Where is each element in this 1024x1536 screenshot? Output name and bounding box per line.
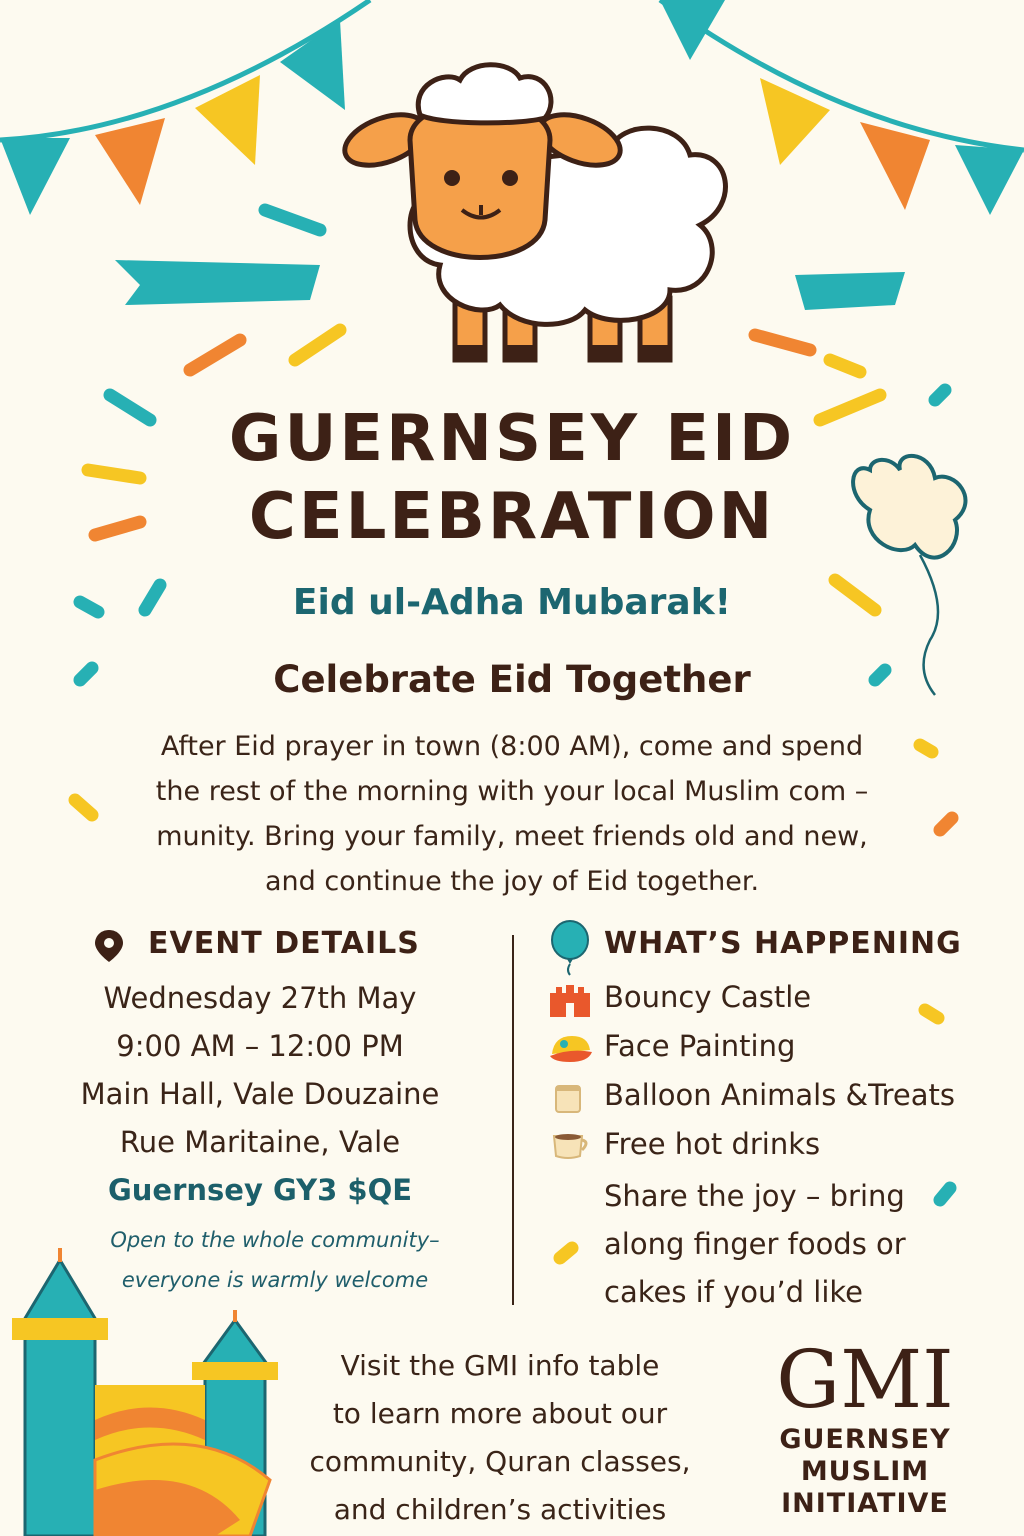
event-venue: Main Hall, Vale Douzaine <box>80 1077 440 1111</box>
visit-info <box>280 1342 720 1534</box>
intro-paragraph <box>120 724 904 904</box>
welcome-note-line: everyone is warmly welcome <box>121 1268 429 1292</box>
whats-happening-heading: WHAT’S HAPPENING <box>604 926 962 961</box>
visit-line: and children’s activities <box>333 1493 667 1526</box>
activity-item: Free hot drinks <box>604 1127 821 1161</box>
intro-line: the rest of the morning with your local Muslim com – <box>155 776 869 807</box>
share-note-line: Share the joy – bring <box>604 1179 905 1213</box>
intro-line: and continue the joy of Eid together. <box>264 866 760 897</box>
gmi-name-line: GUERNSEY <box>779 1424 951 1455</box>
gmi-logo-name <box>760 1424 970 1520</box>
event-title-line2: CELEBRATION <box>248 480 776 554</box>
ribbon-left <box>115 260 320 305</box>
event-date: Wednesday 27th May <box>103 981 417 1015</box>
mug-icon <box>552 1130 592 1160</box>
visit-line: community, Quran classes, <box>309 1445 691 1478</box>
share-note-line: cakes if you’d like <box>604 1275 863 1309</box>
location-pin-icon <box>92 928 126 964</box>
event-details <box>60 974 460 1214</box>
activity-item: Balloon Animals &Treats <box>604 1078 955 1112</box>
bunting-string-right <box>660 0 1024 150</box>
face-paint-icon <box>548 1030 594 1064</box>
section-heading: Celebrate Eid Together <box>273 658 751 701</box>
eid-greeting: Eid ul-Adha Mubarak! <box>292 582 732 623</box>
event-details-heading: EVENT DETAILS <box>148 926 420 961</box>
ribbon-right <box>795 272 905 310</box>
event-title-line1: GUERNSEY EID <box>228 402 796 476</box>
share-note-line: along finger foods or <box>604 1227 906 1261</box>
gmi-name-line: MUSLIM <box>800 1456 930 1487</box>
share-note <box>604 1172 984 1316</box>
welcome-note <box>60 1220 490 1300</box>
column-divider <box>512 935 514 1305</box>
castle-icon <box>548 983 592 1017</box>
event-postcode: Guernsey GY3 $QE <box>107 1173 413 1207</box>
gmi-logo-mark: GMI <box>776 1333 954 1426</box>
event-time: 9:00 AM – 12:00 PM <box>116 1029 404 1063</box>
event-street: Rue Maritaine, Vale <box>119 1125 401 1159</box>
welcome-note-line: Open to the whole community– <box>110 1228 440 1252</box>
visit-line: Visit the GMI info table <box>340 1349 660 1382</box>
intro-line: After Eid prayer in town (8:00 AM), come and spend <box>160 731 864 762</box>
activity-item: Bouncy Castle <box>604 980 812 1014</box>
gmi-name-line: INITIATIVE <box>781 1488 949 1519</box>
activity-item: Face Painting <box>604 1029 796 1063</box>
intro-line: munity. Bring your family, meet friends old and new, <box>156 821 868 852</box>
cup-icon <box>552 1082 584 1114</box>
visit-line: to learn more about our <box>332 1397 668 1430</box>
sheep-illustration <box>338 65 725 360</box>
balloon-icon <box>548 920 592 976</box>
